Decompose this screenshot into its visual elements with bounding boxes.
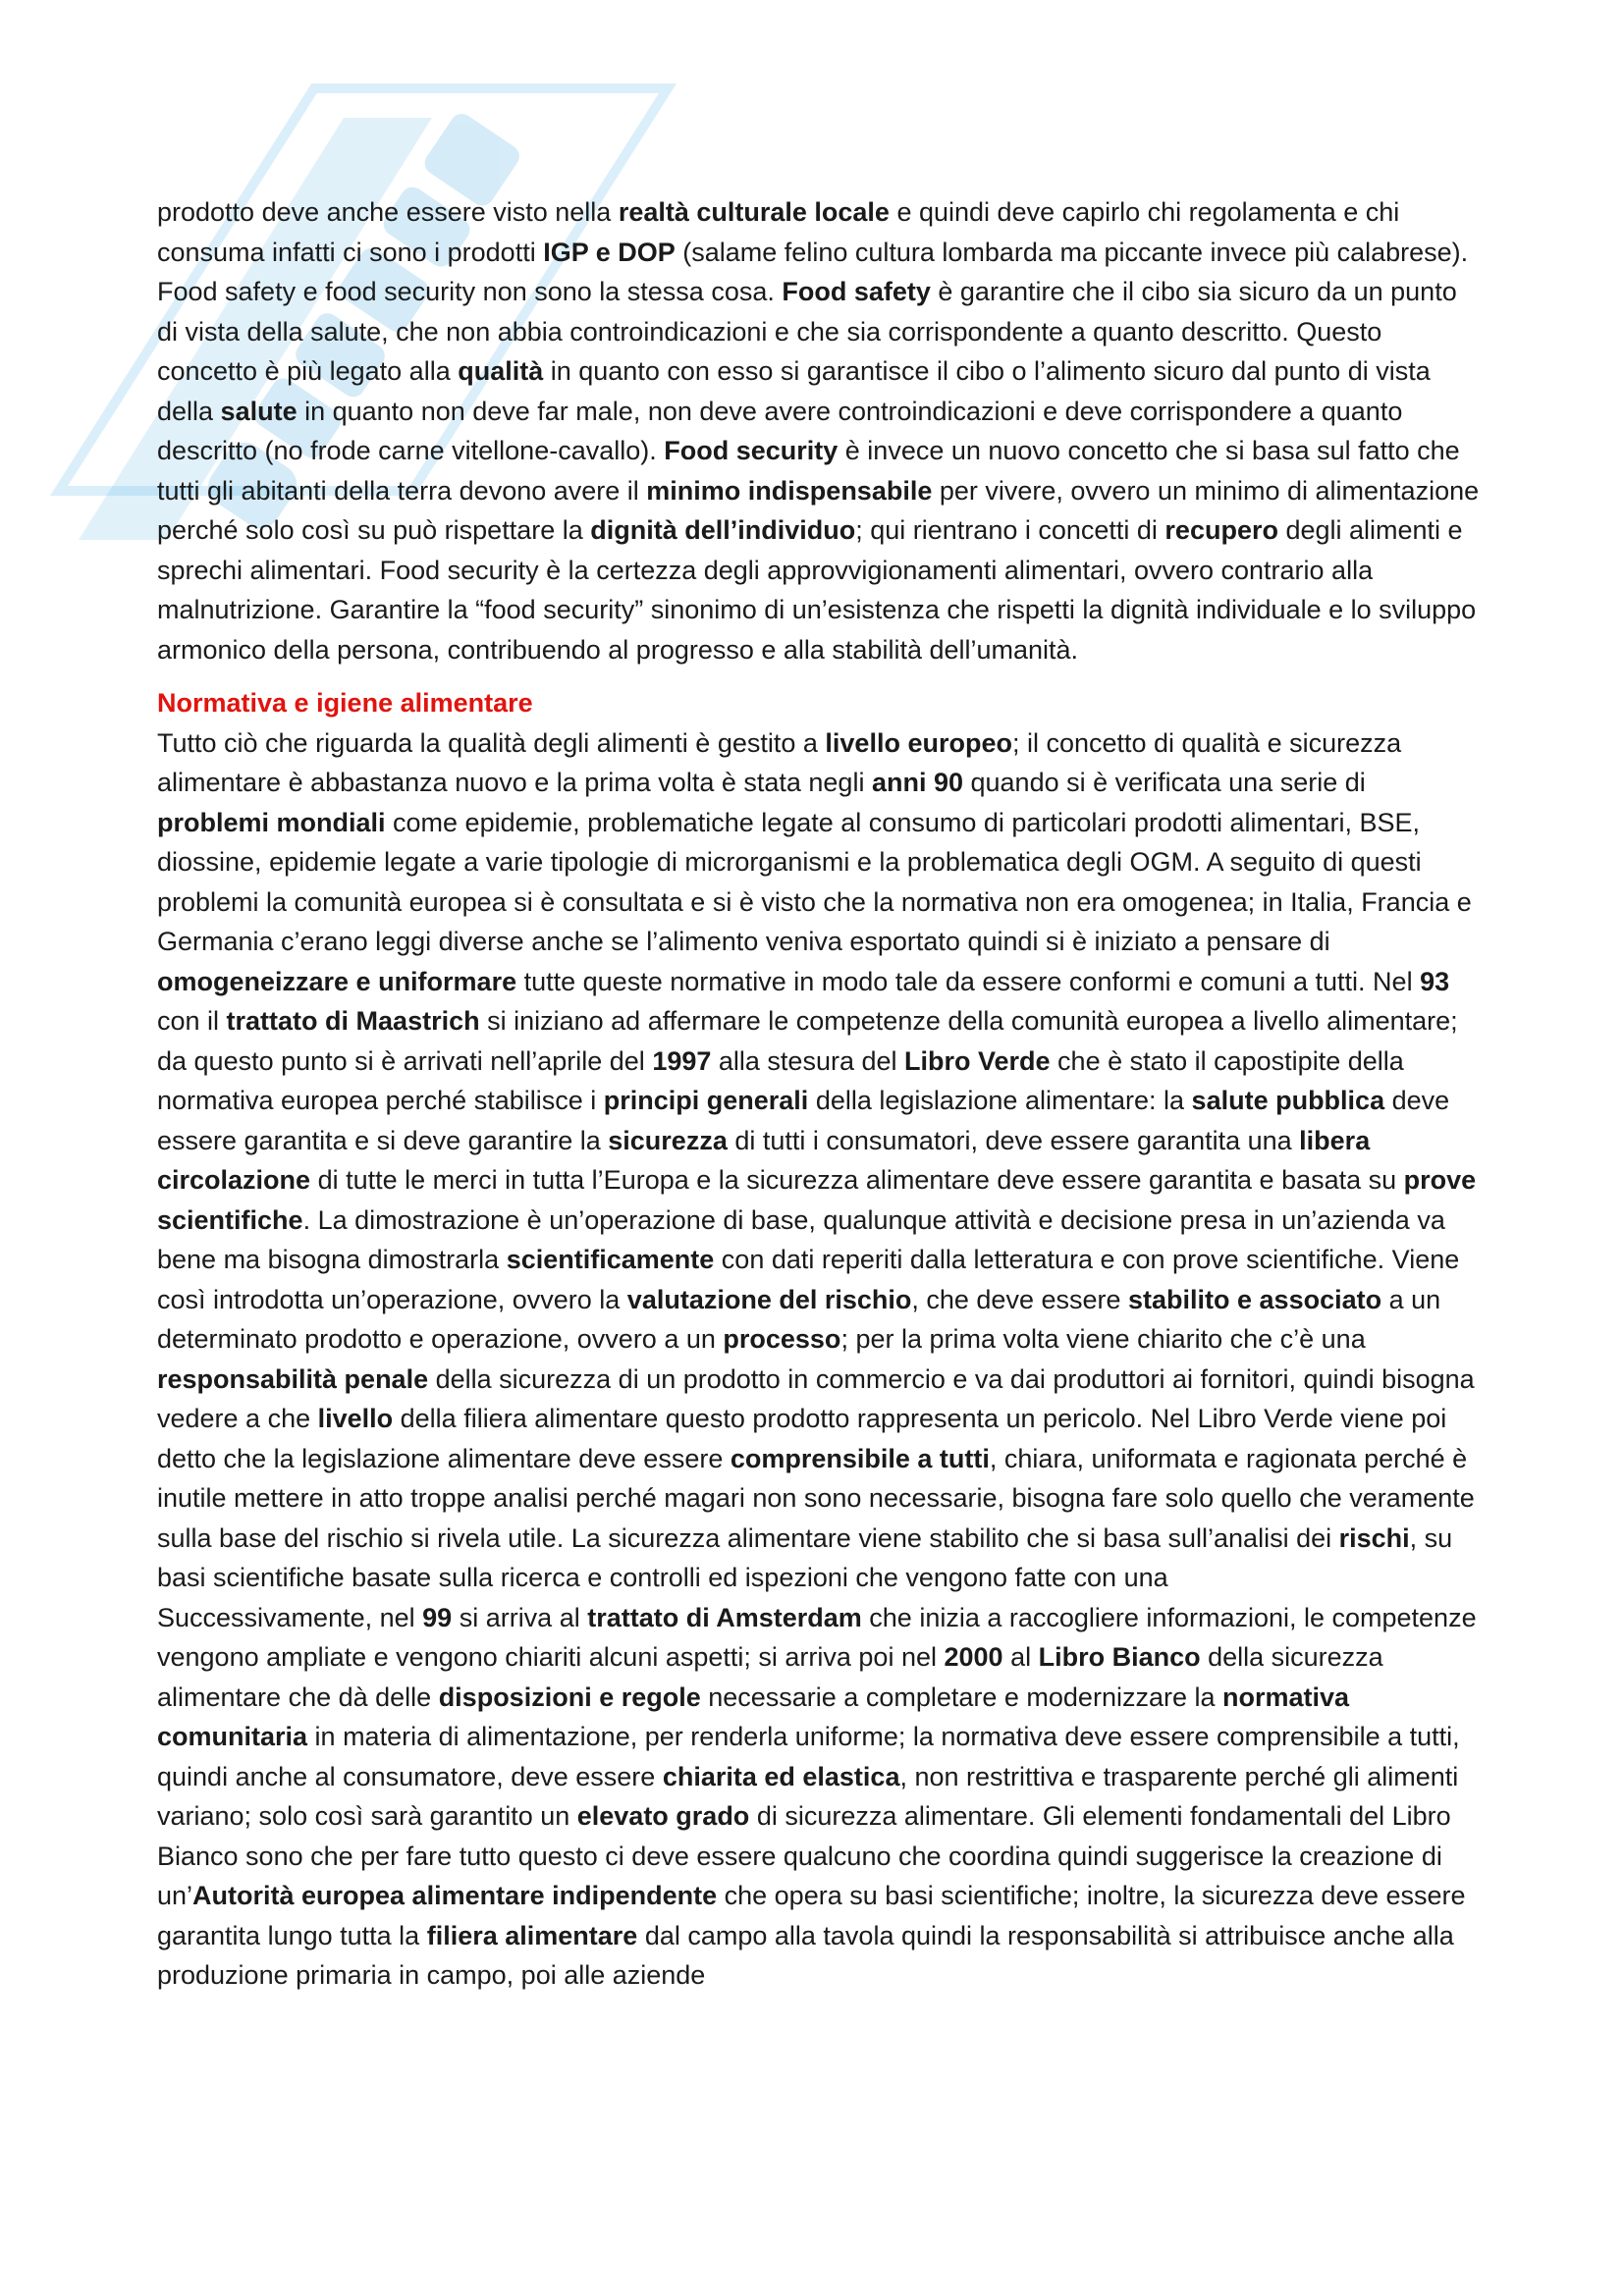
paragraph-libro-bianco: Successivamente, nel 99 si arriva al trattato di Amsterdam che inizia a raccogliere informazioni, le competenze vengono ampliate e vengono chiariti alcuni aspetti; si arriva poi nel 2000 al Libro Bianco della sicurezza alimentare che dà delle disposizioni e regole necessarie a completare e modernizzare la normativa comunitaria in materia di alimentazione, per renderla uniforme; la normativa deve essere comprensibile a tutti, quindi anche al consumatore, deve essere chiarita ed elastica, non restrittiva e trasparente perché gli alimenti variano; solo così sarà garantito un elevato grado di sicurezza alimentare. Gli elementi fondamentali del Libro Bianco sono che per fare tutto questo ci deve essere qualcuno che coordina quindi suggerisce la creazione di un’Autorità europea alimentare indipendente che opera su basi scientifiche; inoltre, la sicurezza deve essere garantita lungo tutta la filiera alimentare dal campo alla tavola quindi la responsabilità si attribuisce anche alla produzione primaria in campo, poi alle aziende	[157, 1602, 1477, 1990]
document-body	[157, 192, 1483, 1996]
paragraph-normativa: Tutto ciò che riguarda la qualità degli alimenti è gestito a livello europeo; il concetto di qualità e sicurezza alimentare è abbastanza nuovo e la prima volta è stata negli anni 90 quando si è verificata una serie di problemi mondiali come epidemie, problematiche legate al consumo di particolari prodotti alimentari, BSE, diossine, epidemie legate a varie tipologie di microrganismi e la problematica degli OGM. A seguito di questi problemi la comunità europea si è consultata e si è visto che la normativa non era omogenea; in Italia, Francia e Germania c’erano leggi diverse anche se l’alimento veniva esportato quindi si è iniziato a pensare di omogeneizzare e uniformare tutte queste normative in modo tale da essere conformi e comuni a tutti. Nel 93 con il trattato di Maastrich si iniziano ad affermare le competenze della comunità europea a livello alimentare; da questo punto si è arrivati nell’aprile del 1997 alla stesura del Libro Verde che è stato il capostipite della normativa europea perché stabilisce i principi generali della legislazione alimentare: la salute pubblica deve essere garantita e si deve garantire la sicurezza di tutti i consumatori, deve essere garantita una libera circolazione di tutte le merci in tutta l’Europa e la sicurezza alimentare deve essere garantita e basata su prove scientifiche. La dimostrazione è un’operazione di base, qualunque attività e decisione presa in un’azienda va bene ma bisogna dimostrarla scientificamente con dati reperiti dalla letteratura e con prove scientifiche. Viene così introdotta un’operazione, ovvero la valutazione del rischio, che deve essere stabilito e associato a un determinato prodotto e operazione, ovvero a un processo; per la prima volta viene chiarito che c’è una responsabilità penale della sicurezza di un prodotto in commercio e va dai produttori ai fornitori, quindi bisogna vedere a che livello della filiera alimentare questo prodotto rappresenta un pericolo. Nel Libro Verde viene poi detto che la legislazione alimentare deve essere comprensibile a tutti, chiara, uniformata e ragionata perché è inutile mettere in atto troppe analisi perché magari non sono necessarie, bisogna fare solo quello che veramente sulla base del rischio si rivela utile. La sicurezza alimentare viene stabilito che si basa sull’analisi dei rischi, su basi scientifiche basate sulla ricerca e controlli ed ispezioni che vengono fatte con una	[157, 727, 1477, 1592]
paragraph-food-safety-security: Food safety e food security non sono la stessa cosa. Food safety è garantire che il cibo sia sicuro da un punto di vista della salute, che non abbia controindicazioni e che sia corrispondente a quanto descritto. Questo concetto è più legato alla qualità in quanto con esso si garantisce il cibo o l’alimento sicuro dal punto di vista della salute in quanto non deve far male, non deve avere controindicazioni e deve corrispondere a quanto descritto (no frode carne vitellone-cavallo). Food security è invece un nuovo concetto che si basa sul fatto che tutti gli abitanti della terra devono avere il minimo indispensabile per vivere, ovvero un minimo di alimentazione perché solo così su può rispettare la dignità dell’individuo; qui rientrano i concetti di recupero degli alimenti e sprechi alimentari. Food security è la certezza degli approvvigionamenti alimentari, ovvero contrario alla malnutrizione. Garantire la “food security” sinonimo di un’esistenza che rispetti la dignità individuale e lo sviluppo armonico della persona, contribuendo al progresso e alla stabilità dell’umanità.	[157, 277, 1480, 665]
paragraph-culture: prodotto deve anche essere visto nella realtà culturale locale e quindi deve capirlo chi regolamenta e chi consuma infatti ci sono i prodotti IGP e DOP (salame felino cultura lombarda ma piccante invece più calabrese).	[157, 197, 1469, 267]
section-heading: Normativa e igiene alimentare	[157, 688, 533, 718]
